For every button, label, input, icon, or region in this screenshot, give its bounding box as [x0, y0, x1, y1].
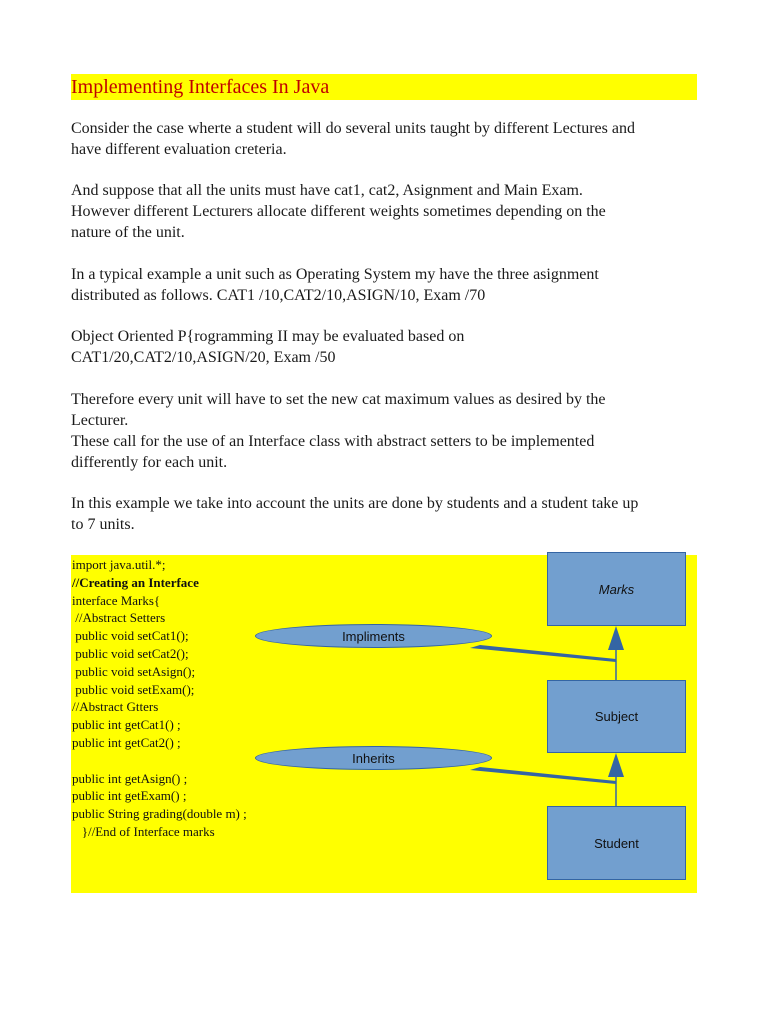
- paragraph-line: These call for the use of an Interface class with abstract setters to be implemented: [71, 433, 595, 450]
- paragraph-line: distributed as follows. CAT1 /10,CAT2/10,ASIGN/10, Exam /70: [71, 287, 486, 304]
- code-line: public void setAsign();: [72, 663, 196, 679]
- paragraph-line: Object Oriented P{rogramming II may be evaluated based on: [71, 328, 465, 345]
- paragraph-line: In a typical example a unit such as Operating System my have the three asignment: [71, 266, 599, 283]
- paragraph-line: to 7 units.: [71, 516, 135, 533]
- code-line: public void setCat1();: [72, 628, 189, 644]
- code-line: //Abstract Setters: [72, 610, 166, 626]
- paragraph-line: Therefore every unit will have to set the new cat maximum values as desired by the: [71, 391, 606, 408]
- paragraph-line: nature of the unit.: [71, 224, 185, 241]
- paragraph-1: [71, 118, 701, 160]
- code-line: interface Marks{: [72, 592, 161, 608]
- code-line: public void setExam();: [72, 681, 195, 697]
- implements-label: Impliments: [255, 624, 492, 648]
- page-title: Implementing Interfaces In Java: [71, 76, 330, 98]
- code-line: public int getExam() ;: [72, 788, 187, 804]
- subject-class-box: Subject: [547, 680, 686, 753]
- code-line: public void setCat2();: [72, 645, 189, 661]
- paragraph-line: However different Lecturers allocate different weights sometimes depending on the: [71, 203, 606, 220]
- code-line: public String grading(double m) ;: [72, 806, 247, 822]
- paragraph-line: have different evaluation creteria.: [71, 141, 287, 158]
- code-line: public int getCat1() ;: [72, 717, 181, 733]
- paragraph-line: In this example we take into account the units are done by students and a student take up: [71, 495, 639, 512]
- code-listing: [72, 556, 247, 841]
- code-line: import java.util.*;: [72, 557, 166, 572]
- student-class-box: Student: [547, 806, 686, 880]
- paragraph-line: differently for each unit.: [71, 454, 228, 471]
- code-line: public int getAsign() ;: [72, 770, 188, 786]
- paragraph-2: [71, 180, 701, 243]
- paragraph-6: [71, 493, 701, 535]
- code-line: //Creating an Interface: [72, 574, 199, 590]
- code-line: [72, 752, 247, 770]
- paragraph-line: And suppose that all the units must have cat1, cat2, Asignment and Main Exam.: [71, 182, 583, 199]
- paragraph-line: CAT1/20,CAT2/10,ASIGN/20, Exam /50: [71, 349, 336, 366]
- code-line: public int getCat2() ;: [72, 734, 181, 750]
- paragraph-line: Consider the case wherte a student will do several units taught by different Lectures and: [71, 120, 635, 137]
- code-line: //Abstract Gtters: [72, 699, 159, 715]
- paragraph-4: [71, 326, 701, 368]
- paragraph-line: Lecturer.: [71, 412, 129, 429]
- marks-interface-box: Marks: [547, 552, 686, 626]
- paragraph-5: [71, 389, 701, 473]
- code-line: }//End of Interface marks: [72, 823, 215, 839]
- inherits-label: Inherits: [255, 746, 492, 770]
- paragraph-3: [71, 264, 701, 306]
